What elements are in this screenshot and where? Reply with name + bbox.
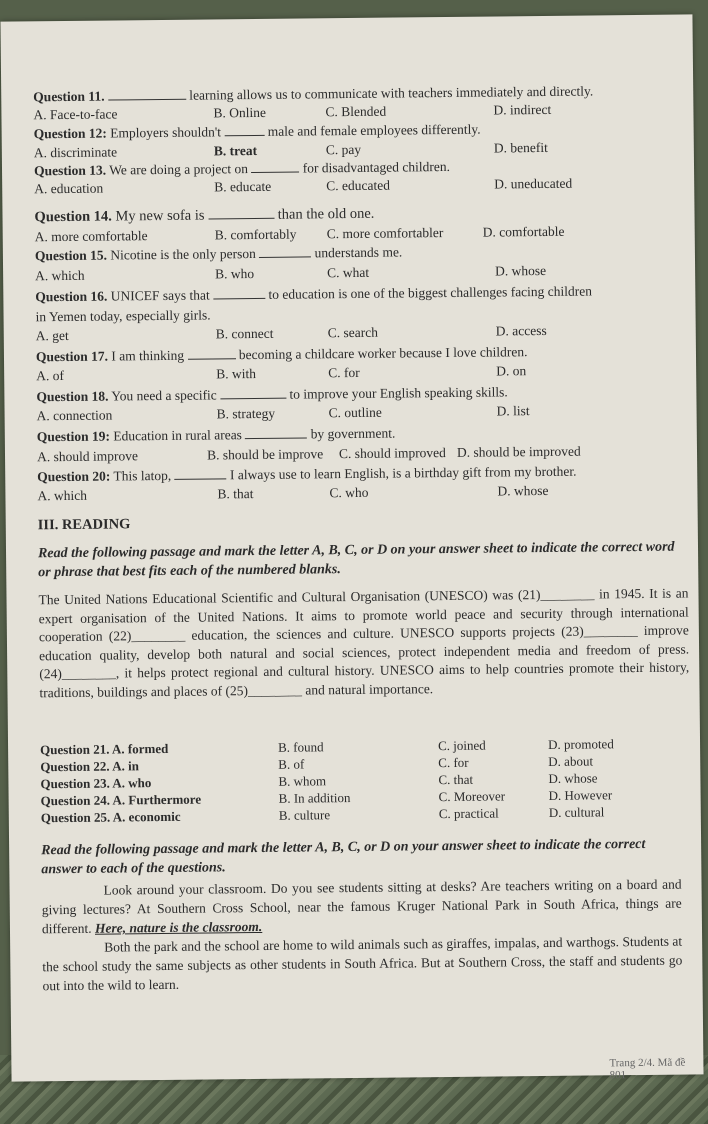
answer-blank [175,468,227,480]
story-paragraph-1: Look around your classroom. Do you see students sitting at desks? Are teachers writing on a board and giving lectures? At Southern Cross School, near the famous Kruger National Park in South Africa, things are different. Here, nature is the classroom. [41,876,682,937]
option-a: A. which [37,487,88,504]
option-a: A. discriminate [33,144,118,161]
option-d: D. benefit [493,139,548,156]
question-16: Question 16. UNICEF says that to education is one of the biggest challenges facing children [35,283,593,305]
question-label: Question 12: [33,125,107,142]
option-b: B. treat [213,142,258,159]
question-11: Question 11. learning allows us to communicate with teachers immediately and directly. [33,83,594,105]
answer-blank [245,427,307,439]
option-a: A. more comfortable [34,228,148,245]
question-13: Question 13. We are doing a project on for disadvantaged children. [33,158,451,179]
option-d: D. list [496,403,530,419]
option-d: D. should be improved [456,443,581,460]
option-b: B. Online [213,104,267,121]
question-label: Question 16. [35,288,108,305]
option-c: C. for [328,364,360,381]
question-label: Question 13. [33,162,107,179]
option-c: C. educated [326,177,391,194]
question-19: Question 19: Education in rural areas by government. [36,425,396,445]
question-label: Question 19: [36,428,111,445]
reading-passage: The United Nations Educational Scientific and Cultural Organisation (UNESCO) was (21)________ in 1945. It is an expert organisation of the United Nations. It aims to promote world peace and security through international cooperation (22)________ education, the sciences and culture. UNESCO supports projects (23)________ improve education quality, develop both natural and social sciences, protect independent media and freedom of press. (24)________, it helps protect regional and cultural history. UNESCO aims to help countries promote their history, traditions, buildings and places of (25)________ and natural importance. [38,585,690,700]
answer-blank [213,288,265,300]
option-b: B. with [216,365,257,382]
option-d: D. on [496,363,527,379]
question-15: Question 15. Nicotine is the only person understands me. [34,244,403,264]
cloze-row: Question 23. A. who B. whom C. that D. whose [40,770,598,792]
answer-blank [187,348,235,360]
option-a: A. education [34,180,104,197]
answer-blank [108,89,186,101]
question-16-options [36,321,686,344]
option-b: B. connect [215,325,274,342]
option-c: C. what [327,264,370,281]
option-d: D. indirect [493,101,552,118]
option-c: C. more comfortabler [326,225,444,242]
question-19-options [37,442,687,465]
page-footer: Trang 2/4. Mã đề 801 [609,1056,686,1082]
cloze-row: Question 25. A. economic B. culture C. practical D. cultural [40,804,605,826]
option-a: A. should improve [36,448,138,465]
reading-heading: III. READING [37,516,131,534]
cloze-row: Question 24. A. Furthermore B. In addition C. Moreover D. However [40,787,613,809]
question-12: Question 12: Employers shouldn't male and female employees differently. [33,121,481,142]
option-b: B. strategy [216,405,276,422]
option-a: A. Face-to-face [33,106,118,123]
option-c: C. pay [325,141,362,158]
answer-blank [224,125,264,136]
option-b: B. who [215,266,255,282]
exam-paper [0,14,703,1081]
option-d: D. access [495,322,547,339]
option-c: C. who [329,484,369,501]
question-15-options [35,261,685,284]
question-18-options [37,401,687,424]
question-17-options [36,361,686,384]
cloze-options [40,735,691,827]
cloze-row: Question 22. A. in B. of C. for D. about [40,753,594,775]
option-b: B. comfortably [214,226,297,243]
answer-blank [208,208,274,220]
question-label: Question 11. [33,88,105,105]
question-label: Question 17. [35,348,109,365]
question-16-line2: in Yemen today, especially girls. [35,307,211,325]
option-a: A. of [36,368,65,384]
option-a: A. which [35,267,85,284]
option-a: A. connection [36,407,113,424]
option-c: C. should improved [338,445,446,462]
option-c: C. Blended [325,103,387,120]
question-17: Question 17. I am thinking becoming a childcare worker because I love children. [35,344,528,365]
reading-instruction-1: Read the following passage and mark the letter A, B, C, or D on your answer sheet to indicate the correct word or phrase that best fits each of the numbered blanks. [37,539,675,581]
question-label: Question 14. [34,208,112,226]
option-d: D. whose [497,482,549,499]
question-14: Question 14. My new sofa is than the old one. [34,205,375,226]
question-label: Question 20: [37,468,111,485]
question-18: Question 18. You need a specific to improve your English speaking skills. [36,384,508,405]
question-20: Question 20: This latop, I always use to learn English, is a birthday gift from my brother. [37,463,577,485]
option-c: C. search [327,324,379,341]
reading-instruction-2: Read the following passage and mark the letter A, B, C, or D on your answer sheet to indicate the correct answer to each of the questions. [41,836,646,878]
question-label: Question 18. [36,388,109,405]
option-d: D. comfortable [482,223,565,240]
answer-blank [259,246,311,258]
cloze-row: Question 21. A. formed B. found C. joined D. promoted [40,736,614,758]
option-b: B. that [217,486,254,502]
story-paragraph-2: Both the park and the school are home to wild animals such as giraffes, impalas, and warthogs. Students at the school study the same subjects as other students in South Africa. But at Southern Cross, the staff and students go out into the wild to learn. [42,933,683,994]
option-a: A. get [35,327,69,344]
option-d: D. uneducated [494,175,573,192]
question-20-options [37,481,687,504]
option-d: D. whose [495,262,547,279]
answer-blank [251,162,299,174]
option-c: C. outline [328,404,382,421]
reading-story [41,875,682,996]
option-b: B. educate [214,178,272,195]
question-label: Question 15. [34,247,108,264]
answer-blank [220,388,286,400]
underlined-phrase: Here, nature is the classroom. [94,918,263,936]
option-b: B. should be improve [206,446,324,463]
